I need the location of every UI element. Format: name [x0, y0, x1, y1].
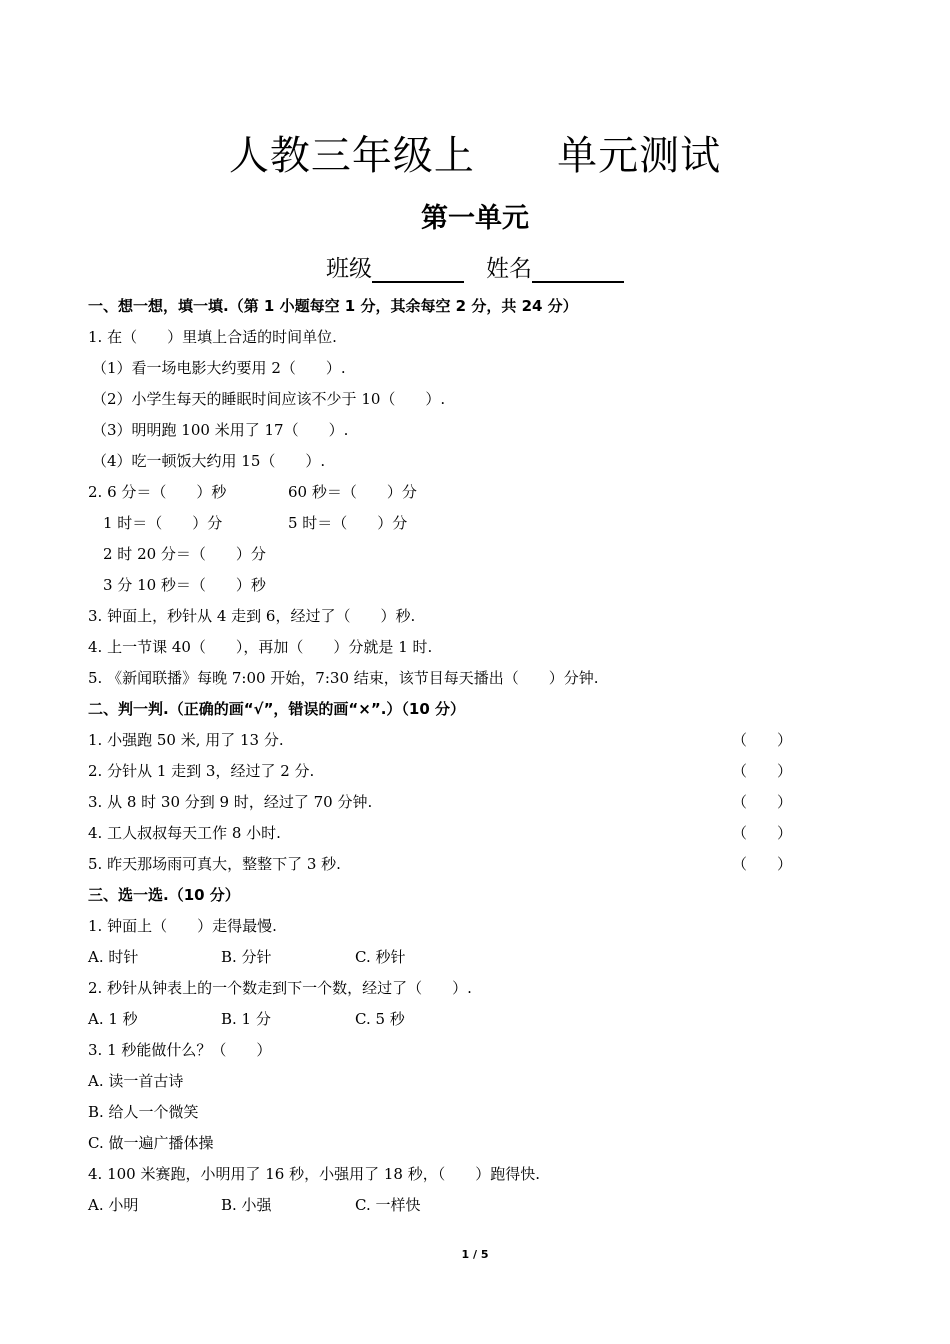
section-2-heading: 二、判一判.（正确的画“√”，错误的画“×”.）（10 分） [88, 700, 466, 718]
s3-q4-option-c[interactable]: C. 一样快 [355, 1196, 421, 1214]
section-1-heading: 一、想一想，填一填.（第 1 小题每空 1 分，其余每空 2 分，共 24 分） [88, 297, 578, 315]
s1-q2-d: 5 时＝（ ）分 [288, 514, 408, 532]
s2-answer-4[interactable]: （ ） [732, 824, 793, 842]
s3-q4-option-b[interactable]: B. 小强 [221, 1196, 272, 1214]
s1-q1-item-2: （2）小学生每天的睡眠时间应该不少于 10（ ）. [92, 390, 446, 408]
s2-item-5: 5. 昨天那场雨可真大，整整下了 3 秒. [88, 855, 341, 873]
s3-q1-option-c[interactable]: C. 秒针 [355, 948, 406, 966]
s1-question-3: 3. 钟面上，秒针从 4 走到 6，经过了（ ）秒. [88, 607, 416, 625]
s1-question-5: 5. 《新闻联播》每晚 7:00 开始，7:30 结束，该节目每天播出（ ）分钟. [88, 669, 599, 687]
s3-q2-option-a[interactable]: A. 1 秒 [88, 1010, 138, 1028]
s1-q1-item-4: （4）吃一顿饭大约用 15（ ）. [92, 452, 326, 470]
unit-title: 第一单元 [421, 203, 529, 234]
s3-q3-option-a[interactable]: A. 读一首古诗 [88, 1072, 184, 1090]
s3-q1-option-b[interactable]: B. 分针 [221, 948, 272, 966]
s1-q2-f: 3 分 10 秒＝（ ）秒 [103, 576, 266, 594]
s3-q3-option-b[interactable]: B. 给人一个微笑 [88, 1103, 199, 1121]
s1-q2-c: 1 时＝（ ）分 [103, 514, 223, 532]
s1-q1-item-1: （1）看一场电影大约要用 2（ ）. [92, 359, 346, 377]
s2-answer-1[interactable]: （ ） [732, 731, 793, 749]
s3-question-2: 2. 秒针从钟表上的一个数走到下一个数，经过了（ ）. [88, 979, 472, 997]
s2-item-3: 3. 从 8 时 30 分到 9 时，经过了 70 分钟. [88, 793, 373, 811]
s2-answer-5[interactable]: （ ） [732, 855, 793, 873]
s3-q4-option-a[interactable]: A. 小明 [88, 1196, 139, 1214]
s2-item-2: 2. 分针从 1 走到 3，经过了 2 分. [88, 762, 315, 780]
s1-q2-b: 60 秒＝（ ）分 [288, 483, 417, 501]
s3-q2-option-c[interactable]: C. 5 秒 [355, 1010, 405, 1028]
page-number: 1 / 5 [461, 1248, 489, 1261]
s1-question-4: 4. 上一节课 40（ ），再加（ ）分就是 1 时. [88, 638, 433, 656]
class-label: 班级 [326, 256, 372, 282]
s3-question-4: 4. 100 米赛跑，小明用了 16 秒，小强用了 18 秒，（ ）跑得快. [88, 1165, 540, 1183]
name-label: 姓名 [486, 256, 532, 282]
name-blank[interactable] [532, 257, 624, 283]
worksheet-title: 人教三年级上 单元测试 [228, 133, 722, 179]
s3-question-1: 1. 钟面上（ ）走得最慢. [88, 917, 277, 935]
class-blank[interactable] [372, 257, 464, 283]
s1-q2-e: 2 时 20 分＝（ ）分 [103, 545, 266, 563]
s2-item-1: 1. 小强跑 50 米, 用了 13 分. [88, 731, 284, 749]
s3-q1-option-a[interactable]: A. 时针 [88, 948, 139, 966]
s2-answer-3[interactable]: （ ） [732, 793, 793, 811]
s3-question-3: 3. 1 秒能做什么？（ ） [88, 1041, 272, 1059]
student-info-line [0, 250, 950, 283]
s1-q2-a: 2. 6 分＝（ ）秒 [88, 483, 227, 501]
s1-question-1: 1. 在（ ）里填上合适的时间单位. [88, 328, 337, 346]
s3-q2-option-b[interactable]: B. 1 分 [221, 1010, 271, 1028]
s2-answer-2[interactable]: （ ） [732, 762, 793, 780]
s3-q3-option-c[interactable]: C. 做一遍广播体操 [88, 1134, 214, 1152]
s1-q1-item-3: （3）明明跑 100 米用了 17（ ）. [92, 421, 349, 439]
s2-item-4: 4. 工人叔叔每天工作 8 小时. [88, 824, 281, 842]
section-3-heading: 三、选一选.（10 分） [88, 886, 240, 904]
